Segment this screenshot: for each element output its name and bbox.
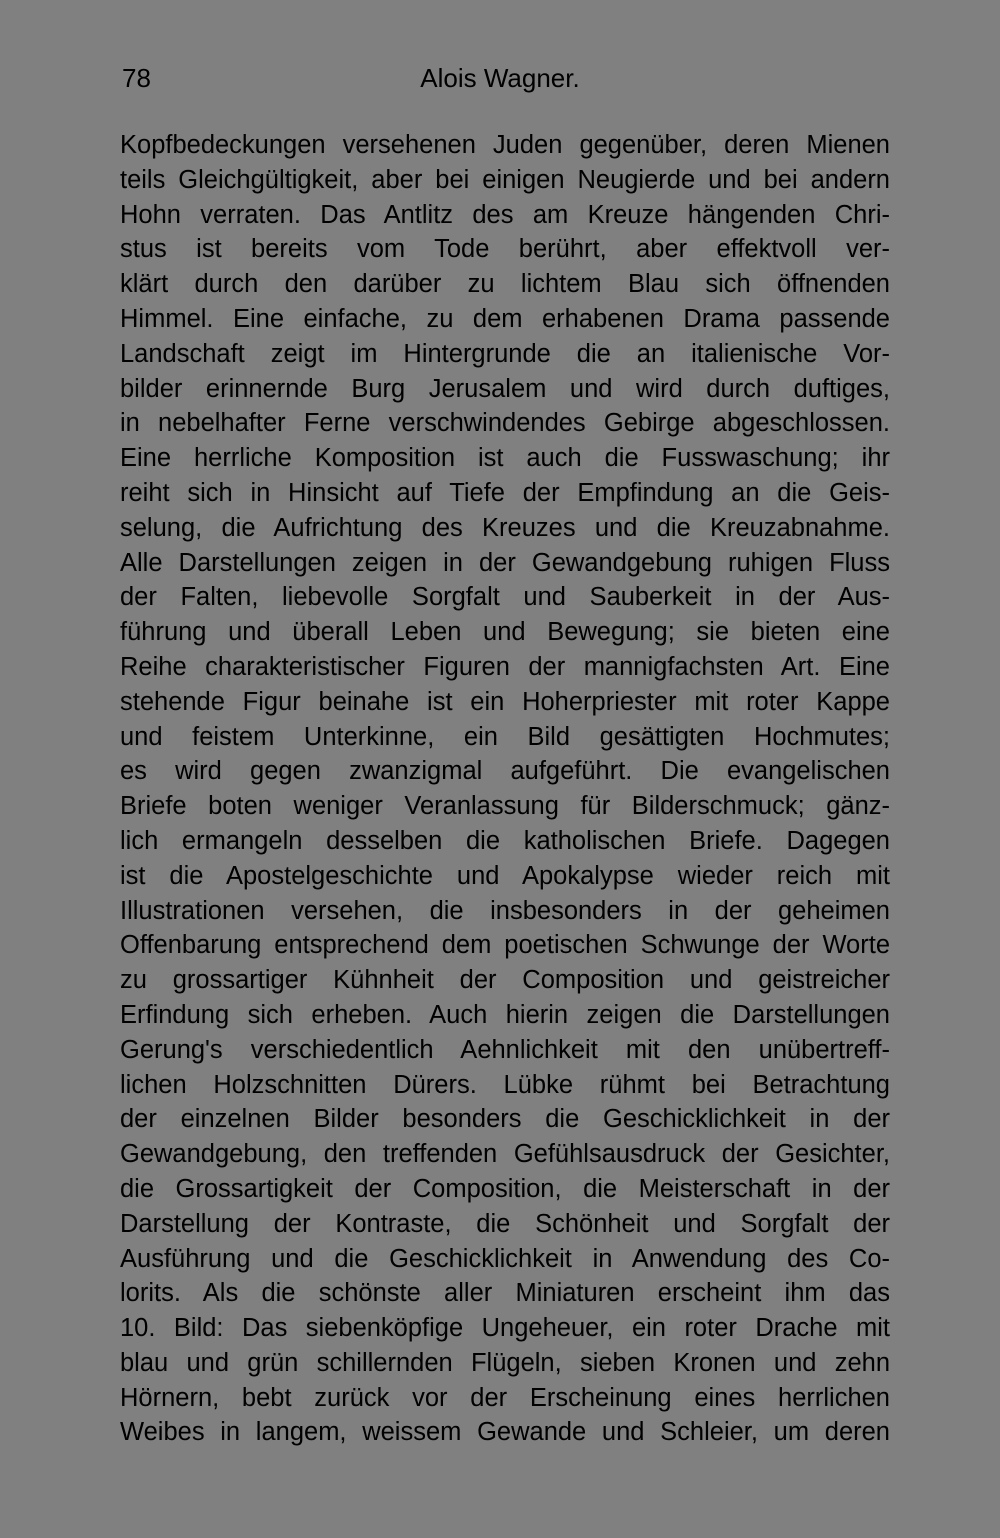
text-line: Gewandgebung, den treffenden Gefühlsausdruck der Gesichter,	[120, 1140, 890, 1169]
text-line: Reihe charakteristischer Figuren der mannigfachsten Art. Eine	[120, 652, 890, 681]
text-line: Briefe boten weniger Veranlassung für Bilderschmuck; gänz-	[120, 792, 890, 821]
text-line: Himmel. Eine einfache, zu dem erhabenen Drama passende	[120, 304, 890, 333]
text-line: teils Gleichgültigkeit, aber bei einigen Neugierde und bei andern	[120, 165, 890, 194]
text-line: und feistem Unterkinne, ein Bild gesättigten Hochmutes;	[120, 722, 890, 751]
text-line: führung und überall Leben und Bewegung; sie bieten eine	[120, 618, 890, 647]
text-line: Eine herrliche Komposition ist auch die Fusswaschung; ihr	[120, 444, 890, 473]
text-line: die Grossartigkeit der Composition, die Meisterschaft in der	[120, 1174, 890, 1203]
text-line: selung, die Aufrichtung des Kreuzes und die Kreuzabnahme.	[120, 513, 890, 542]
text-line: der einzelnen Bilder besonders die Geschicklichkeit in der	[120, 1105, 890, 1134]
text-line: stus ist bereits vom Tode berührt, aber effektvoll ver-	[120, 235, 890, 264]
text-line: Ausführung und die Geschicklichkeit in Anwendung des Co-	[120, 1244, 890, 1273]
text-line: bilder erinnernde Burg Jerusalem und wird durch duftiges,	[120, 374, 890, 403]
body-text	[120, 128, 890, 1450]
text-line: zu grossartiger Kühnheit der Composition und geistreicher	[120, 966, 890, 995]
text-line: Hörnern, bebt zurück vor der Erscheinung eines herrlichen	[120, 1383, 890, 1412]
text-line: reiht sich in Hinsicht auf Tiefe der Empfindung an die Geis-	[120, 478, 890, 507]
text-line: Illustrationen versehen, die insbesonders in der geheimen	[120, 896, 890, 925]
text-line: lorits. Als die schönste aller Miniaturen erscheint ihm das	[120, 1279, 890, 1308]
text-line: lichen Holzschnitten Dürers. Lübke rühmt bei Betrachtung	[120, 1070, 890, 1099]
text-line: Offenbarung entsprechend dem poetischen Schwunge der Worte	[120, 931, 890, 960]
text-line: klärt durch den darüber zu lichtem Blau sich öffnenden	[120, 270, 890, 299]
text-line: blau und grün schillernden Flügeln, sieben Kronen und zehn	[120, 1348, 890, 1377]
text-line: der Falten, liebevolle Sorgfalt und Sauberkeit in der Aus-	[120, 583, 890, 612]
text-line: Weibes in langem, weissem Gewande und Schleier, um deren	[120, 1418, 890, 1447]
text-line: Hohn verraten. Das Antlitz des am Kreuze hängenden Chri-	[120, 200, 890, 229]
text-line: 10. Bild: Das siebenköpfige Ungeheuer, ein roter Drache mit	[120, 1314, 890, 1343]
text-line: Darstellung der Kontraste, die Schönheit und Sorgfalt der	[120, 1209, 890, 1238]
page-number: 78	[122, 63, 151, 93]
text-line: es wird gegen zwanzigmal aufgeführt. Die evangelischen	[120, 757, 890, 786]
text-line: Erfindung sich erheben. Auch hierin zeigen die Darstellungen	[120, 1000, 890, 1029]
text-line: Kopfbedeckungen versehenen Juden gegenüber, deren Mienen	[120, 131, 890, 159]
text-line: Landschaft zeigt im Hintergrunde die an italienische Vor-	[120, 339, 890, 368]
text-line: ist die Apostelgeschichte und Apokalypse wieder reich mit	[120, 861, 890, 890]
text-line: Gerung's verschiedentlich Aehnlichkeit mit den unübertreff-	[120, 1035, 890, 1064]
text-line: stehende Figur beinahe ist ein Hoherpriester mit roter Kappe	[120, 687, 890, 716]
text-line: Alle Darstellungen zeigen in der Gewandgebung ruhigen Fluss	[120, 548, 890, 577]
text-line: lich ermangeln desselben die katholischen Briefe. Dagegen	[120, 826, 890, 855]
text-line: in nebelhafter Ferne verschwindendes Gebirge abgeschlossen.	[120, 409, 890, 438]
running-title: Alois Wagner.	[420, 63, 580, 93]
